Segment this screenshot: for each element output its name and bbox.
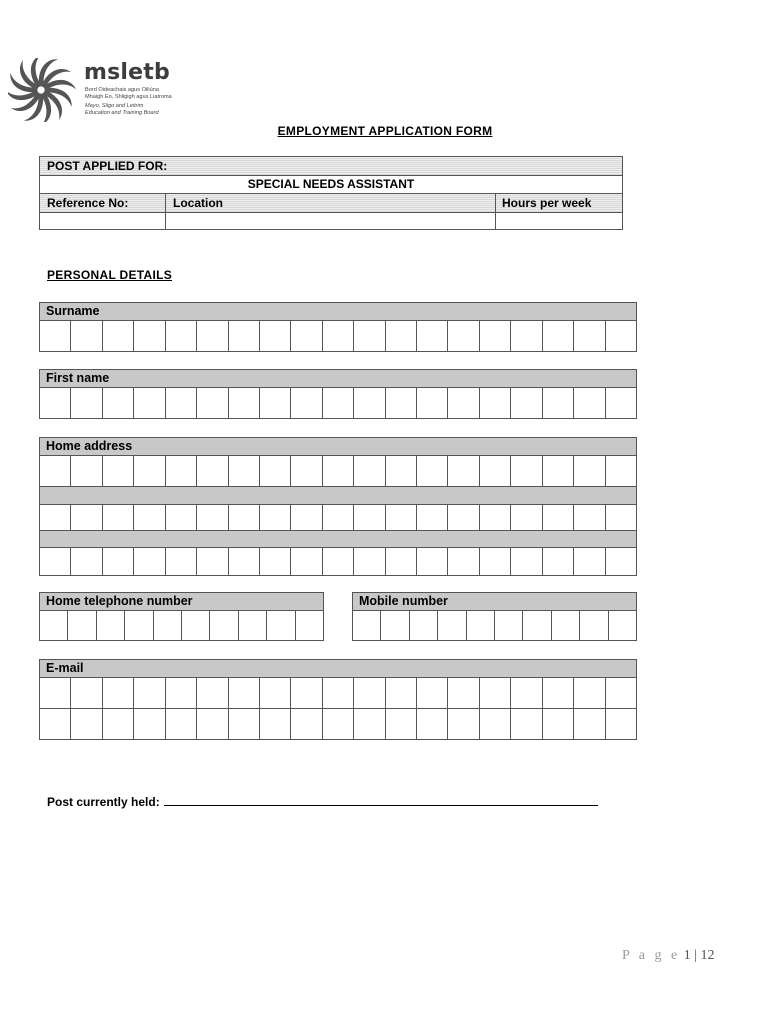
- character-box[interactable]: [260, 505, 291, 531]
- character-box[interactable]: [260, 321, 291, 352]
- character-box[interactable]: [134, 505, 165, 531]
- character-box[interactable]: [125, 611, 153, 641]
- character-box[interactable]: [543, 456, 574, 487]
- character-box[interactable]: [103, 321, 134, 352]
- character-box[interactable]: [40, 388, 71, 419]
- character-box[interactable]: [154, 611, 182, 641]
- character-box[interactable]: [296, 611, 324, 641]
- character-box[interactable]: [291, 321, 322, 352]
- home-telephone-field: [39, 592, 324, 641]
- surname-field: [39, 302, 637, 352]
- character-box[interactable]: [580, 611, 608, 641]
- character-box[interactable]: [574, 321, 605, 352]
- home-address-label: Home address: [39, 437, 637, 456]
- logo-line-english-1: Mayo, Sligo and Leitrim: [85, 103, 144, 109]
- character-box[interactable]: [417, 456, 448, 487]
- post-columns-row: [40, 194, 622, 213]
- character-box[interactable]: [71, 505, 102, 531]
- character-box[interactable]: [134, 678, 165, 709]
- character-box[interactable]: [386, 321, 417, 352]
- character-box[interactable]: [71, 321, 102, 352]
- character-box[interactable]: [103, 709, 134, 740]
- character-box[interactable]: [386, 709, 417, 740]
- post-currently-held-input-line[interactable]: [164, 794, 598, 806]
- character-box[interactable]: [134, 388, 165, 419]
- home-address-line-1[interactable]: [39, 456, 637, 487]
- post-applied-table: [39, 156, 623, 230]
- logo-line-irish-1: Bord Oideachais agus Oiliúna: [85, 87, 160, 93]
- post-currently-held: [47, 794, 598, 809]
- character-box[interactable]: [543, 709, 574, 740]
- character-box[interactable]: [229, 321, 260, 352]
- character-box[interactable]: [260, 678, 291, 709]
- character-box[interactable]: [448, 321, 479, 352]
- character-box[interactable]: [197, 456, 228, 487]
- character-box[interactable]: [410, 611, 438, 641]
- page-label: P a g e: [622, 948, 681, 963]
- character-box[interactable]: [543, 321, 574, 352]
- character-box[interactable]: [386, 548, 417, 576]
- character-box[interactable]: [323, 505, 354, 531]
- character-box[interactable]: [291, 505, 322, 531]
- address-separator-bar: [39, 487, 637, 505]
- character-box[interactable]: [166, 456, 197, 487]
- character-box[interactable]: [354, 388, 385, 419]
- character-box[interactable]: [606, 388, 637, 419]
- character-box[interactable]: [103, 388, 134, 419]
- character-box[interactable]: [386, 388, 417, 419]
- character-box[interactable]: [166, 321, 197, 352]
- character-box[interactable]: [166, 709, 197, 740]
- page-number: [622, 948, 715, 964]
- character-box[interactable]: [574, 548, 605, 576]
- character-box[interactable]: [260, 548, 291, 576]
- post-applied-header-row: [40, 157, 622, 176]
- character-box[interactable]: [448, 388, 479, 419]
- personal-details-heading: PERSONAL DETAILS: [47, 268, 173, 282]
- character-box[interactable]: [511, 709, 542, 740]
- character-box[interactable]: [134, 321, 165, 352]
- character-box[interactable]: [166, 548, 197, 576]
- character-box[interactable]: [229, 678, 260, 709]
- character-box[interactable]: [103, 456, 134, 487]
- swirl-logo-icon: [8, 58, 78, 122]
- character-box[interactable]: [609, 611, 637, 641]
- post-position: SPECIAL NEEDS ASSISTANT: [247, 177, 415, 191]
- home-address-line-3[interactable]: [39, 548, 637, 576]
- character-box[interactable]: [523, 611, 551, 641]
- character-box[interactable]: [134, 709, 165, 740]
- character-box[interactable]: [97, 611, 125, 641]
- character-box[interactable]: [291, 709, 322, 740]
- hours-per-week-field[interactable]: [496, 213, 623, 230]
- post-currently-held-label: Post currently held:: [47, 795, 160, 809]
- character-box[interactable]: [267, 611, 295, 641]
- character-box[interactable]: [381, 611, 409, 641]
- character-box[interactable]: [323, 321, 354, 352]
- character-box[interactable]: [40, 505, 71, 531]
- page-separator: |: [694, 948, 698, 963]
- character-box[interactable]: [103, 678, 134, 709]
- character-box[interactable]: [386, 456, 417, 487]
- character-box[interactable]: [480, 505, 511, 531]
- character-box[interactable]: [448, 505, 479, 531]
- character-box[interactable]: [229, 388, 260, 419]
- character-box[interactable]: [239, 611, 267, 641]
- character-box[interactable]: [71, 548, 102, 576]
- character-box[interactable]: [495, 611, 523, 641]
- character-box[interactable]: [467, 611, 495, 641]
- logo-line-irish-2: Mhaigh Eo, Shligigh agus Liatroma: [85, 94, 172, 100]
- character-box[interactable]: [40, 321, 71, 352]
- character-box[interactable]: [606, 548, 637, 576]
- character-box[interactable]: [417, 388, 448, 419]
- first-name-label: First name: [39, 369, 637, 388]
- character-box[interactable]: [511, 548, 542, 576]
- character-box[interactable]: [197, 505, 228, 531]
- character-box[interactable]: [166, 505, 197, 531]
- character-box[interactable]: [552, 611, 580, 641]
- character-box[interactable]: [134, 456, 165, 487]
- mobile-number-field: [352, 592, 637, 641]
- character-box[interactable]: [543, 548, 574, 576]
- character-box[interactable]: [197, 548, 228, 576]
- character-box[interactable]: [354, 321, 385, 352]
- character-box[interactable]: [71, 709, 102, 740]
- page-total: 12: [700, 948, 715, 963]
- form-title: EMPLOYMENT APPLICATION FORM: [277, 124, 493, 138]
- character-box[interactable]: [574, 456, 605, 487]
- home-telephone-label: Home telephone number: [39, 592, 324, 611]
- character-box[interactable]: [210, 611, 238, 641]
- character-box[interactable]: [574, 709, 605, 740]
- character-box[interactable]: [40, 709, 71, 740]
- character-box[interactable]: [182, 611, 210, 641]
- character-box[interactable]: [574, 678, 605, 709]
- character-box[interactable]: [480, 321, 511, 352]
- character-box[interactable]: [68, 611, 96, 641]
- location-field[interactable]: [166, 213, 495, 230]
- character-box[interactable]: [606, 321, 637, 352]
- character-box[interactable]: [229, 505, 260, 531]
- character-box[interactable]: [40, 678, 71, 709]
- home-address-line-2[interactable]: [39, 505, 637, 531]
- character-box[interactable]: [606, 709, 637, 740]
- character-box[interactable]: [543, 505, 574, 531]
- character-box[interactable]: [291, 388, 322, 419]
- email-boxes-row-1[interactable]: [39, 678, 637, 709]
- character-box[interactable]: [417, 678, 448, 709]
- character-box[interactable]: [291, 548, 322, 576]
- character-box[interactable]: [448, 456, 479, 487]
- character-box[interactable]: [229, 456, 260, 487]
- character-box[interactable]: [606, 505, 637, 531]
- character-box[interactable]: [103, 548, 134, 576]
- logo-wordmark: msletb: [84, 60, 170, 85]
- home-address-field: [39, 437, 637, 576]
- character-box[interactable]: [323, 456, 354, 487]
- character-box[interactable]: [71, 456, 102, 487]
- character-box[interactable]: [606, 678, 637, 709]
- email-field: [39, 659, 637, 740]
- character-box[interactable]: [260, 388, 291, 419]
- character-box[interactable]: [480, 548, 511, 576]
- character-box[interactable]: [323, 548, 354, 576]
- character-box[interactable]: [354, 548, 385, 576]
- post-position-row: [40, 176, 622, 194]
- character-box[interactable]: [386, 678, 417, 709]
- email-label: E-mail: [39, 659, 637, 678]
- character-box[interactable]: [197, 321, 228, 352]
- character-box[interactable]: [40, 611, 68, 641]
- character-box[interactable]: [166, 388, 197, 419]
- character-box[interactable]: [40, 548, 71, 576]
- email-boxes-row-2[interactable]: [39, 709, 637, 740]
- character-box[interactable]: [511, 321, 542, 352]
- first-name-field: [39, 369, 637, 419]
- character-box[interactable]: [480, 678, 511, 709]
- character-box[interactable]: [71, 678, 102, 709]
- character-box[interactable]: [40, 456, 71, 487]
- character-box[interactable]: [291, 678, 322, 709]
- character-box[interactable]: [448, 678, 479, 709]
- character-box[interactable]: [574, 388, 605, 419]
- character-box[interactable]: [543, 678, 574, 709]
- address-separator-bar: [39, 531, 637, 548]
- character-box[interactable]: [417, 321, 448, 352]
- page-current: 1: [683, 948, 691, 963]
- character-box[interactable]: [511, 388, 542, 419]
- character-box[interactable]: [438, 611, 466, 641]
- character-box[interactable]: [229, 548, 260, 576]
- character-box[interactable]: [323, 388, 354, 419]
- character-box[interactable]: [417, 548, 448, 576]
- character-box[interactable]: [480, 388, 511, 419]
- character-box[interactable]: [574, 505, 605, 531]
- character-box[interactable]: [511, 456, 542, 487]
- character-box[interactable]: [103, 505, 134, 531]
- logo-line-english-2: Education and Training Board: [85, 110, 159, 116]
- character-box[interactable]: [386, 505, 417, 531]
- character-box[interactable]: [354, 456, 385, 487]
- character-box[interactable]: [71, 388, 102, 419]
- post-input-row: [40, 213, 622, 230]
- surname-boxes[interactable]: [39, 321, 637, 352]
- character-box[interactable]: [354, 709, 385, 740]
- character-box[interactable]: [606, 456, 637, 487]
- character-box[interactable]: [323, 678, 354, 709]
- character-box[interactable]: [260, 709, 291, 740]
- character-box[interactable]: [417, 709, 448, 740]
- character-box[interactable]: [354, 505, 385, 531]
- character-box[interactable]: [197, 388, 228, 419]
- mobile-number-label: Mobile number: [352, 592, 637, 611]
- character-box[interactable]: [323, 709, 354, 740]
- location-label: Location: [173, 196, 223, 210]
- character-box[interactable]: [197, 678, 228, 709]
- character-box[interactable]: [166, 678, 197, 709]
- reference-no-label: Reference No:: [47, 196, 129, 210]
- character-box[interactable]: [134, 548, 165, 576]
- first-name-boxes[interactable]: [39, 388, 637, 419]
- mobile-number-boxes[interactable]: [352, 611, 637, 641]
- character-box[interactable]: [480, 456, 511, 487]
- character-box[interactable]: [511, 678, 542, 709]
- character-box[interactable]: [260, 456, 291, 487]
- character-box[interactable]: [229, 709, 260, 740]
- post-applied-heading: POST APPLIED FOR:: [47, 159, 168, 173]
- character-box[interactable]: [417, 505, 448, 531]
- character-box[interactable]: [511, 505, 542, 531]
- character-box[interactable]: [448, 709, 479, 740]
- hours-per-week-label: Hours per week: [502, 196, 592, 210]
- character-box[interactable]: [353, 611, 381, 641]
- character-box[interactable]: [197, 709, 228, 740]
- character-box[interactable]: [448, 548, 479, 576]
- character-box[interactable]: [291, 456, 322, 487]
- character-box[interactable]: [480, 709, 511, 740]
- character-box[interactable]: [354, 678, 385, 709]
- surname-label: Surname: [39, 302, 637, 321]
- reference-no-field[interactable]: [40, 213, 165, 230]
- character-box[interactable]: [543, 388, 574, 419]
- home-telephone-boxes[interactable]: [39, 611, 324, 641]
